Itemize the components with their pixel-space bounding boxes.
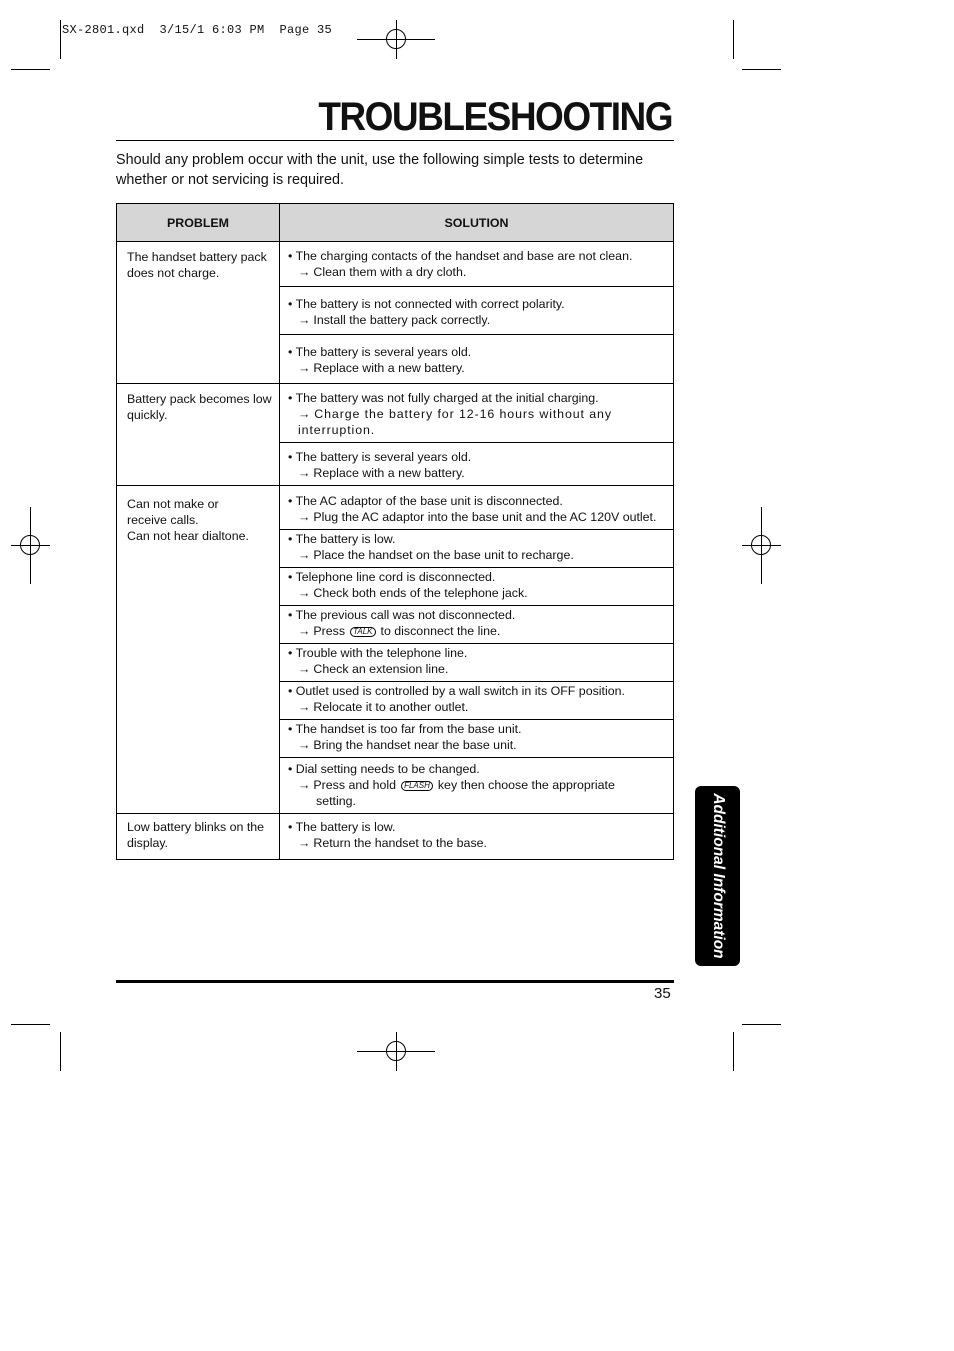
table-row	[117, 242, 674, 287]
cause-text: • Outlet used is controlled by a wall switch in its OFF position.	[288, 683, 669, 699]
cause-text: • The battery is low.	[288, 819, 669, 835]
table-row	[117, 486, 674, 530]
solution-cell	[280, 335, 674, 384]
fix-text: → Relocate it to another outlet.	[298, 700, 469, 714]
cause-text: • The battery is several years old.	[288, 449, 669, 465]
solution-cell	[280, 644, 674, 682]
solution-cell	[280, 443, 674, 486]
table-row	[117, 384, 674, 443]
solution-cell	[280, 530, 674, 568]
cause-text: • The handset is too far from the base unit.	[288, 721, 669, 737]
header-solution: SOLUTION	[280, 204, 674, 242]
fix-text: → Install the battery pack correctly.	[298, 313, 491, 327]
troubleshooting-table	[116, 203, 674, 860]
fix-text: → Charge the battery for 12-16 hours without any interruption.	[298, 407, 612, 437]
solution-cell	[280, 720, 674, 758]
solution-cell	[280, 384, 674, 443]
side-tab-label: Additional Information	[709, 793, 727, 959]
cause-text: • Trouble with the telephone line.	[288, 645, 669, 661]
table-row	[117, 814, 674, 860]
solution-cell	[280, 568, 674, 606]
fix-text: → Plug the AC adaptor into the base unit and the AC 120V outlet.	[298, 510, 657, 524]
cause-text: • The battery is several years old.	[288, 344, 669, 360]
header-problem: PROBLEM	[117, 204, 280, 242]
fix-text: → Check an extension line.	[298, 662, 449, 676]
problem-cell: Battery pack becomes low quickly.	[117, 384, 280, 486]
solution-cell	[280, 758, 674, 814]
solution-cell	[280, 606, 674, 644]
problem-cell: Can not make or receive calls. Can not hear dialtone.	[117, 486, 280, 814]
solution-cell	[280, 682, 674, 720]
printer-slug: SX-2801.qxd 3/15/1 6:03 PM Page 35	[62, 23, 333, 37]
fix-text: → Clean them with a dry cloth.	[298, 265, 467, 279]
fix-text: → Press and hold FLASH key then choose the appropriate setting.	[298, 778, 615, 808]
page-number: 35	[654, 985, 671, 1002]
page-title: TROUBLESHOOTING	[318, 94, 672, 139]
intro-paragraph: Should any problem occur with the unit, use the following simple tests to determine whether or not servicing is required.	[116, 152, 644, 188]
fix-text: → Bring the handset near the base unit.	[298, 738, 517, 752]
cause-text: • Telephone line cord is disconnected.	[288, 569, 669, 585]
table-header-row	[117, 204, 674, 242]
fix-text: → Replace with a new battery.	[298, 361, 465, 375]
cause-text: • Dial setting needs to be changed.	[288, 761, 669, 777]
cause-text: • The battery is not connected with correct polarity.	[288, 296, 669, 312]
solution-cell	[280, 242, 674, 287]
problem-cell: Low battery blinks on the display.	[117, 814, 280, 860]
fix-text: → Return the handset to the base.	[298, 836, 487, 850]
fix-text: → Place the handset on the base unit to recharge.	[298, 548, 574, 562]
title-rule	[116, 140, 674, 141]
fix-text: → Replace with a new battery.	[298, 466, 465, 480]
cause-text: • The charging contacts of the handset and base are not clean.	[288, 248, 669, 264]
problem-cell: The handset battery pack does not charge.	[117, 242, 280, 384]
solution-cell	[280, 486, 674, 530]
cause-text: • The battery is low.	[288, 531, 669, 547]
section-side-tab	[695, 786, 740, 966]
solution-cell	[280, 287, 674, 335]
talk-key-icon: TALK	[350, 627, 375, 637]
solution-cell	[280, 814, 674, 860]
cause-text: • The AC adaptor of the base unit is disconnected.	[288, 493, 671, 509]
flash-key-icon: FLASH	[401, 781, 433, 791]
cause-text: • The previous call was not disconnected.	[288, 607, 669, 623]
footer-rule	[116, 980, 674, 983]
fix-text: → Press TALK to disconnect the line.	[298, 624, 501, 638]
cause-text: • The battery was not fully charged at the initial charging.	[288, 390, 669, 406]
fix-text: → Check both ends of the telephone jack.	[298, 586, 528, 600]
